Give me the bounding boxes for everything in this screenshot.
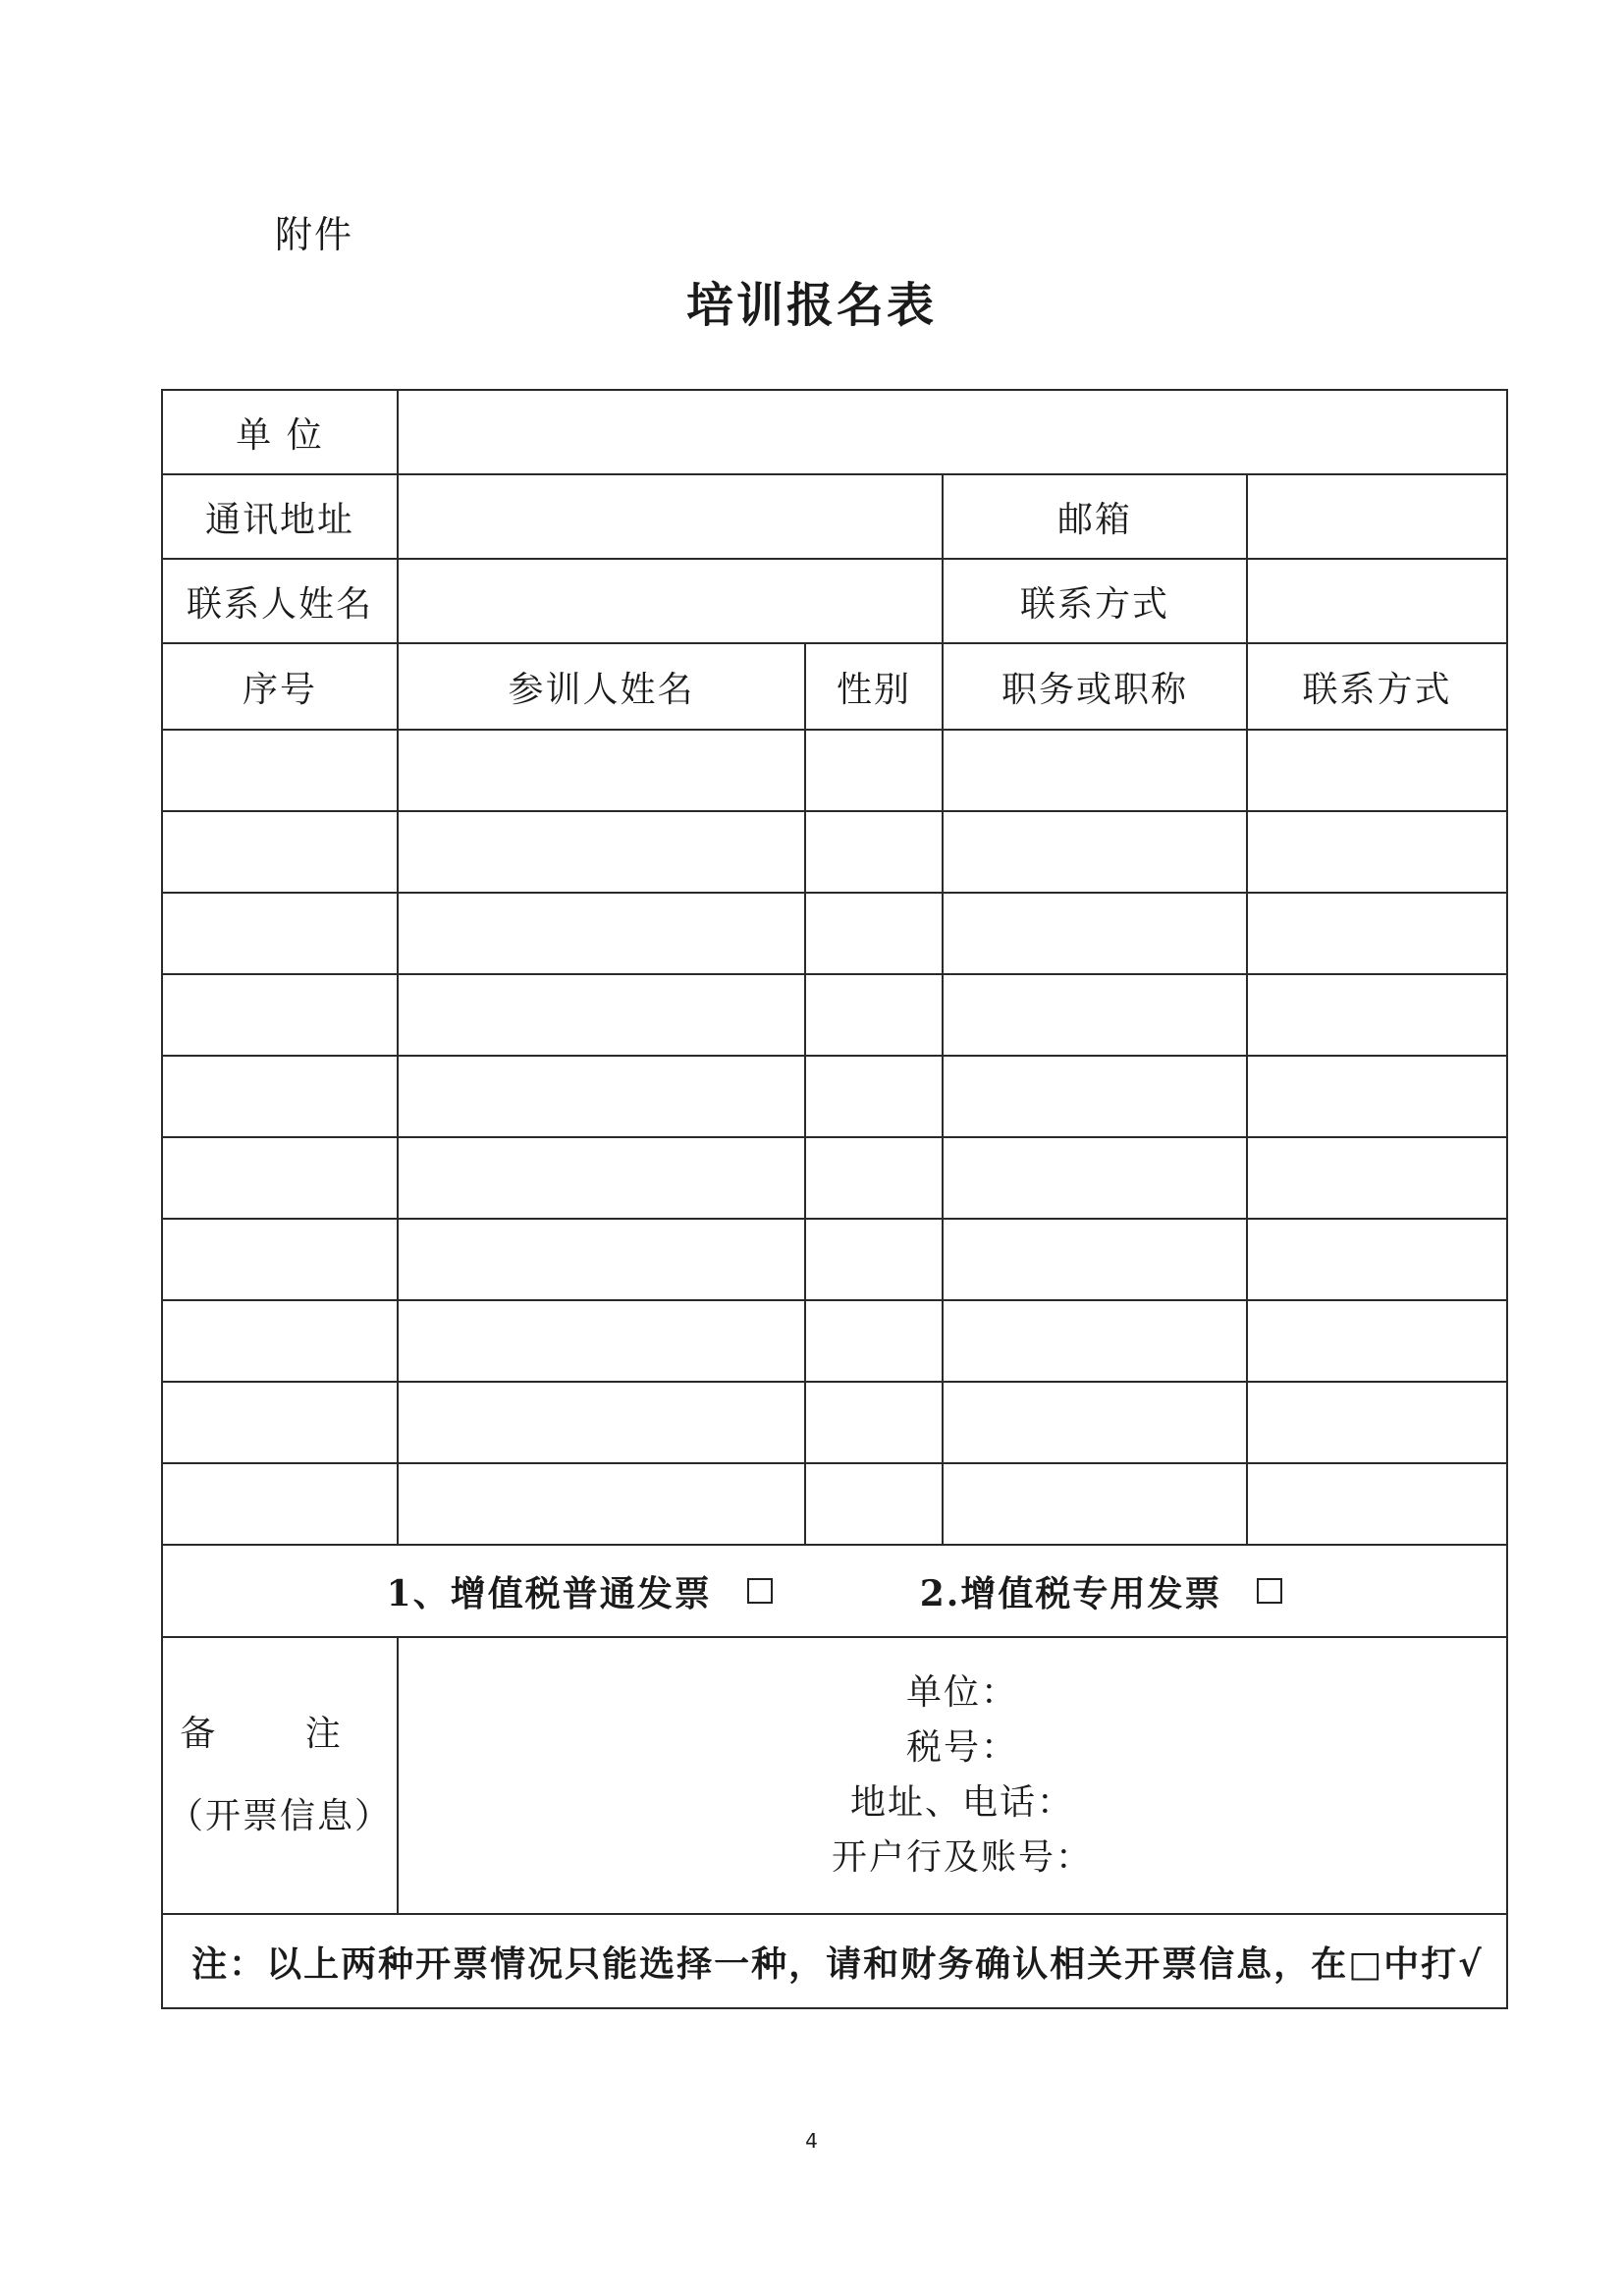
contact-cell[interactable] — [1247, 1300, 1507, 1382]
contact-name-label: 联系人姓名 — [162, 559, 398, 643]
invoice-unit-line: 单位： — [905, 1672, 1018, 1713]
name-cell[interactable] — [398, 811, 805, 893]
gender-cell[interactable] — [805, 730, 943, 811]
index-cell[interactable] — [162, 811, 398, 893]
address-field[interactable] — [398, 474, 943, 559]
participant-row — [162, 1056, 1507, 1137]
unit-row — [162, 390, 1507, 474]
participant-row — [162, 1382, 1507, 1463]
email-field[interactable] — [1247, 474, 1507, 559]
registration-form — [161, 389, 1508, 2009]
name-cell[interactable] — [398, 1382, 805, 1463]
footer-note: 注：以上两种开票情况只能选择一种，请和财务确认相关开票信息，在□中打√ — [162, 1914, 1507, 2008]
index-cell[interactable] — [162, 974, 398, 1056]
invoice-bank-account-line: 开户行及账号： — [831, 1837, 1093, 1878]
name-cell[interactable] — [398, 1056, 805, 1137]
contact-cell[interactable] — [1247, 974, 1507, 1056]
name-cell[interactable] — [398, 974, 805, 1056]
title-cell[interactable] — [943, 893, 1247, 974]
title-cell[interactable] — [943, 1382, 1247, 1463]
index-cell[interactable] — [162, 1382, 398, 1463]
index-cell[interactable] — [162, 893, 398, 974]
title-cell[interactable] — [943, 1463, 1247, 1545]
contact-cell[interactable] — [1247, 1219, 1507, 1300]
title-cell[interactable] — [943, 1219, 1247, 1300]
contact-method-label: 联系方式 — [943, 559, 1247, 643]
form-title: 培训报名表 — [685, 278, 937, 333]
participant-row — [162, 893, 1507, 974]
contact-cell[interactable] — [1247, 811, 1507, 893]
participant-row — [162, 811, 1507, 893]
attachment-label: 附件 — [275, 213, 354, 256]
invoice-option-special-label: 2.增值税专用发票 — [919, 1572, 1222, 1614]
col-header-name: 参训人姓名 — [398, 643, 805, 730]
contact-cell[interactable] — [1247, 1463, 1507, 1545]
col-header-title: 职务或职称 — [943, 643, 1247, 730]
remarks-label-line1: 备 注 — [180, 1714, 380, 1754]
footer-note-row — [162, 1914, 1507, 2008]
col-header-contact: 联系方式 — [1247, 643, 1507, 730]
index-cell[interactable] — [162, 1219, 398, 1300]
invoice-tax-id-line: 税号： — [905, 1727, 1018, 1768]
address-row — [162, 474, 1507, 559]
index-cell[interactable] — [162, 1300, 398, 1382]
col-header-index: 序号 — [162, 643, 398, 730]
participant-row — [162, 1219, 1507, 1300]
name-cell[interactable] — [398, 1463, 805, 1545]
remarks-label-line2: （开票信息） — [167, 1796, 392, 1836]
gender-cell[interactable] — [805, 974, 943, 1056]
invoice-option-special[interactable] — [920, 1566, 1283, 1616]
gender-cell[interactable] — [805, 1300, 943, 1382]
index-cell[interactable] — [162, 1056, 398, 1137]
participant-row — [162, 1137, 1507, 1219]
contact-method-field[interactable] — [1247, 559, 1507, 643]
title-cell[interactable] — [943, 1056, 1247, 1137]
gender-cell[interactable] — [805, 1382, 943, 1463]
participant-row — [162, 974, 1507, 1056]
unit-label: 单 位 — [162, 390, 398, 474]
title-cell[interactable] — [943, 730, 1247, 811]
invoice-option-general[interactable] — [387, 1566, 773, 1616]
gender-cell[interactable] — [805, 811, 943, 893]
invoice-type-row — [162, 1545, 1507, 1637]
gender-cell[interactable] — [805, 1137, 943, 1219]
contact-cell[interactable] — [1247, 893, 1507, 974]
index-cell[interactable] — [162, 730, 398, 811]
title-cell[interactable] — [943, 1300, 1247, 1382]
col-header-gender: 性别 — [805, 643, 943, 730]
invoice-info-field[interactable] — [398, 1637, 1507, 1914]
contact-name-field[interactable] — [398, 559, 943, 643]
index-cell[interactable] — [162, 1463, 398, 1545]
invoice-address-phone-line: 地址、电话： — [849, 1782, 1074, 1823]
gender-cell[interactable] — [805, 893, 943, 974]
name-cell[interactable] — [398, 1300, 805, 1382]
name-cell[interactable] — [398, 730, 805, 811]
participant-row — [162, 730, 1507, 811]
column-header-row — [162, 643, 1507, 730]
checkbox-special-invoice[interactable] — [1257, 1578, 1282, 1604]
remarks-row — [162, 1637, 1507, 1914]
gender-cell[interactable] — [805, 1463, 943, 1545]
index-cell[interactable] — [162, 1137, 398, 1219]
contact-cell[interactable] — [1247, 1056, 1507, 1137]
remarks-label — [162, 1637, 398, 1914]
name-cell[interactable] — [398, 1137, 805, 1219]
name-cell[interactable] — [398, 893, 805, 974]
contact-row — [162, 559, 1507, 643]
address-label: 通讯地址 — [162, 474, 398, 559]
participant-row — [162, 1300, 1507, 1382]
contact-cell[interactable] — [1247, 1382, 1507, 1463]
checkbox-general-invoice[interactable] — [747, 1578, 773, 1604]
gender-cell[interactable] — [805, 1056, 943, 1137]
name-cell[interactable] — [398, 1219, 805, 1300]
page-number: 4 — [805, 2129, 818, 2153]
title-cell[interactable] — [943, 1137, 1247, 1219]
invoice-option-general-label: 1、增值税普通发票 — [386, 1572, 712, 1614]
contact-cell[interactable] — [1247, 1137, 1507, 1219]
participant-row — [162, 1463, 1507, 1545]
invoice-type-cell — [162, 1545, 1507, 1637]
contact-cell[interactable] — [1247, 730, 1507, 811]
title-cell[interactable] — [943, 974, 1247, 1056]
unit-field[interactable] — [398, 390, 1507, 474]
gender-cell[interactable] — [805, 1219, 943, 1300]
email-label: 邮箱 — [943, 474, 1247, 559]
title-cell[interactable] — [943, 811, 1247, 893]
